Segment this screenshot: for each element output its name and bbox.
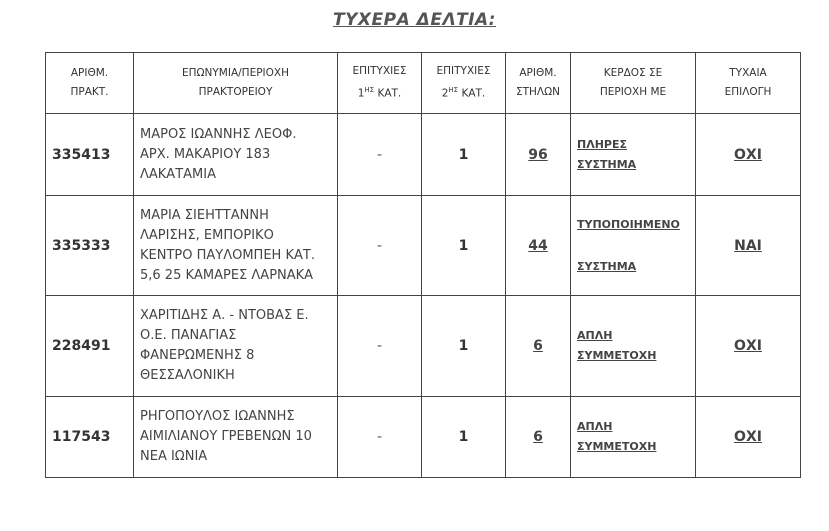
header-first-category: ΕΠΙΤΥΧΙΕΣ $1^{H\Sigma}$ ΚΑΤ. bbox=[338, 53, 422, 114]
agent-number: 117543 bbox=[46, 397, 134, 478]
agency-name: ΧΑΡΙΤΙΔΗΣ Α. - ΝΤΟΒΑΣ Ε. Ο.Ε. ΠΑΝΑΓΙΑΣ ΦΑΝΕΡΩΜΕΝΗΣ 8 ΘΕΣΣΑΛΟΝΙΚΗ bbox=[134, 296, 338, 397]
first-category-wins: - bbox=[338, 114, 422, 196]
prize-area[interactable]: ΠΛΗΡΕΣ ΣΥΣΤΗΜΑ bbox=[571, 114, 696, 196]
winning-tickets-table bbox=[45, 52, 801, 478]
random-choice-cell bbox=[696, 196, 801, 296]
columns-cell bbox=[506, 114, 571, 196]
agency-name: ΜΑΡΙΑ ΣΙΕΗΤΤΑΝΝΗ ΛΑΡΙΣΗΣ, ΕΜΠΟΡΙΚΟ ΚΕΝΤΡΟ ΠΑΥΛΟΜΠΕΗ ΚΑΤ. 5,6 25 ΚΑΜΑΡΕΣ ΛΑΡΝΑΚΑ bbox=[134, 196, 338, 296]
agent-number: 228491 bbox=[46, 296, 134, 397]
agent-number: 335333 bbox=[46, 196, 134, 296]
agent-number: 335413 bbox=[46, 114, 134, 196]
table-row bbox=[46, 296, 801, 397]
random-choice-link[interactable]: ΟΧΙ bbox=[734, 429, 762, 445]
header-row bbox=[46, 53, 801, 114]
agency-name: ΜΑΡΟΣ ΙΩΑΝΝΗΣ ΛΕΟΦ. ΑΡΧ. ΜΑΚΑΡΙΟΥ 183 ΛΑΚΑΤΑΜΙΑ bbox=[134, 114, 338, 196]
columns-cell bbox=[506, 296, 571, 397]
columns-link[interactable]: 6 bbox=[533, 338, 543, 354]
prize-area[interactable]: ΤΥΠΟΠΟΙΗΜΕΝΟ ΣΥΣΤΗΜΑ bbox=[571, 196, 696, 296]
header-agency: ΕΠΩΝΥΜΙΑ/ΠΕΡΙΟΧΗ ΠΡΑΚΤΟΡΕΙΟΥ bbox=[134, 53, 338, 114]
random-choice-link[interactable]: ΟΧΙ bbox=[734, 146, 762, 163]
second-category-wins: 1 bbox=[422, 196, 506, 296]
columns-cell bbox=[506, 196, 571, 296]
first-category-wins: - bbox=[338, 397, 422, 478]
prize-area[interactable]: ΑΠΛΗ ΣΥΜΜΕΤΟΧΗ bbox=[571, 397, 696, 478]
random-choice-link[interactable]: ΝΑΙ bbox=[734, 237, 762, 254]
prize-area[interactable]: ΑΠΛΗ ΣΥΜΜΕΤΟΧΗ bbox=[571, 296, 696, 397]
second-category-wins: 1 bbox=[422, 114, 506, 196]
table-row bbox=[46, 397, 801, 478]
header-random-choice: ΤΥΧΑΙΑ ΕΠΙΛΟΓΗ bbox=[696, 53, 801, 114]
page-title: ΤΥΧΕΡΑ ΔΕΛΤΙΑ: bbox=[333, 10, 496, 30]
columns-link[interactable]: 6 bbox=[533, 429, 543, 445]
agency-name: ΡΗΓΟΠΟΥΛΟΣ ΙΩΑΝΝΗΣ ΑΙΜΙΛΙΑΝΟΥ ΓΡΕΒΕΝΩΝ 10 ΝΕΑ ΙΩΝΙΑ bbox=[134, 397, 338, 478]
header-agent-number: ΑΡΙΘΜ. ΠΡΑΚΤ. bbox=[46, 53, 134, 114]
header-second-category: ΕΠΙΤΥΧΙΕΣ $2^{H\Sigma}$ ΚΑΤ. bbox=[422, 53, 506, 114]
columns-cell bbox=[506, 397, 571, 478]
header-columns: ΑΡΙΘΜ. ΣΤΗΛΩΝ bbox=[506, 53, 571, 114]
table-row bbox=[46, 196, 801, 296]
first-category-wins: - bbox=[338, 296, 422, 397]
first-category-wins: - bbox=[338, 196, 422, 296]
second-category-wins: 1 bbox=[422, 296, 506, 397]
columns-link[interactable]: 96 bbox=[528, 146, 548, 163]
table-row bbox=[46, 114, 801, 196]
second-category-wins: 1 bbox=[422, 397, 506, 478]
columns-link[interactable]: 44 bbox=[528, 237, 548, 254]
random-choice-cell bbox=[696, 397, 801, 478]
random-choice-link[interactable]: ΟΧΙ bbox=[734, 338, 762, 354]
random-choice-cell bbox=[696, 296, 801, 397]
random-choice-cell bbox=[696, 114, 801, 196]
header-prize-area: ΚΕΡΔΟΣ ΣΕ ΠΕΡΙΟΧΗ ΜΕ bbox=[571, 53, 696, 114]
